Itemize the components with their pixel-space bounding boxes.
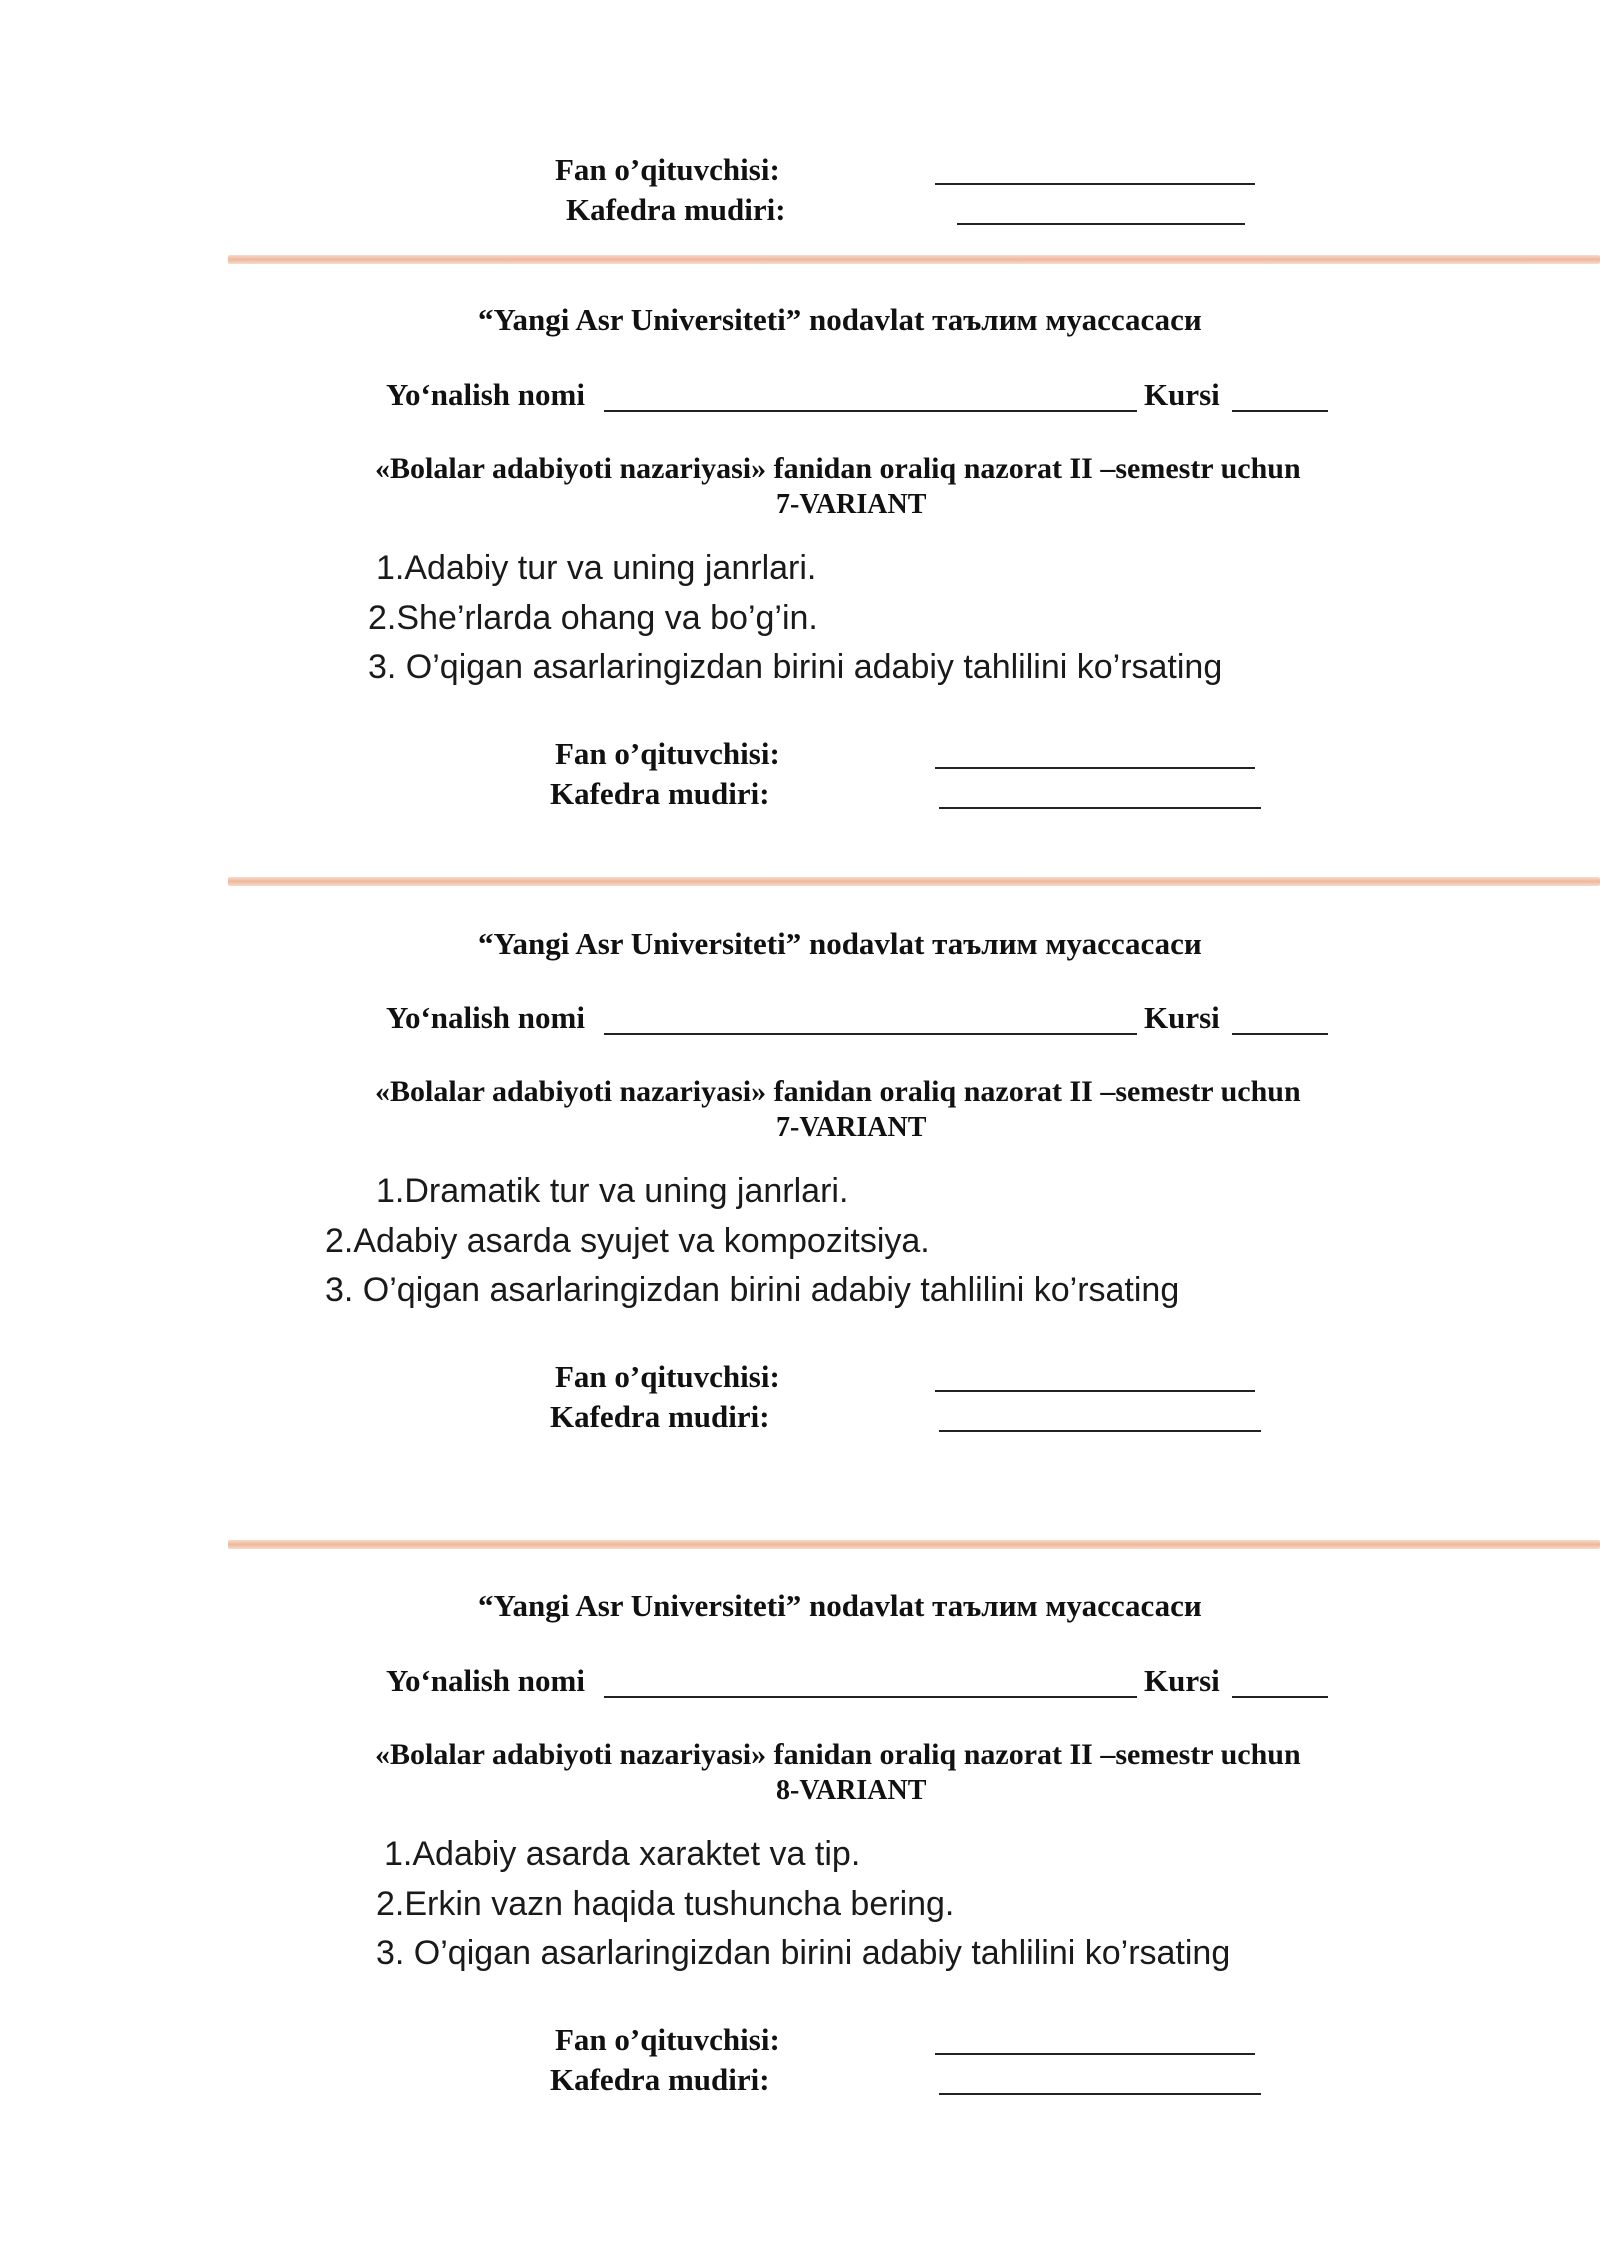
- head-signature-line: [939, 1430, 1261, 1432]
- question-1: 1.Dramatik tur va uning janrlari.: [376, 1172, 849, 1210]
- university-title: “Yangi Asr Universiteti” nodavlat таълим муассасаси: [478, 1588, 1202, 1623]
- section-divider: [228, 255, 1600, 264]
- head-label: Kafedra mudiri:: [566, 192, 786, 227]
- course-label: Kursi: [1144, 1000, 1220, 1035]
- teacher-label: Fan o’qituvchisi:: [555, 152, 780, 187]
- teacher-label: Fan o’qituvchisi:: [555, 1359, 780, 1394]
- variant-number: 7-VARIANT: [776, 1112, 927, 1143]
- direction-label: Yo‘nalish nomi: [386, 1000, 585, 1035]
- question-3: 3. O’qigan asarlaringizdan birini adabiy tahlilini ko’rsating: [376, 1934, 1231, 1972]
- question-3: 3. O’qigan asarlaringizdan birini adabiy tahlilini ko’rsating: [368, 648, 1223, 686]
- direction-input-line[interactable]: [604, 1033, 1137, 1035]
- course-label: Kursi: [1144, 377, 1220, 412]
- variant-number: 7-VARIANT: [776, 489, 927, 520]
- question-1: 1.Adabiy asarda xaraktet va tip.: [384, 1835, 861, 1873]
- head-label: Kafedra mudiri:: [550, 776, 770, 811]
- direction-input-line[interactable]: [604, 410, 1137, 412]
- head-label: Kafedra mudiri:: [550, 2062, 770, 2097]
- head-signature-line: [939, 2093, 1261, 2095]
- teacher-label: Fan o’qituvchisi:: [555, 736, 780, 771]
- direction-input-line[interactable]: [604, 1696, 1137, 1698]
- university-title: “Yangi Asr Universiteti” nodavlat таълим муассасаси: [478, 926, 1202, 961]
- teacher-label: Fan o’qituvchisi:: [555, 2022, 780, 2057]
- course-input-line[interactable]: [1232, 410, 1328, 412]
- section-divider: [228, 877, 1600, 886]
- head-signature-line: [957, 223, 1245, 225]
- direction-label: Yo‘nalish nomi: [386, 377, 585, 412]
- question-1: 1.Adabiy tur va uning janrlari.: [376, 549, 817, 587]
- head-signature-line: [939, 807, 1261, 809]
- subject-title: «Bolalar adabiyoti nazariyasi» fanidan oraliq nazorat II –semestr uchun: [375, 1738, 1301, 1771]
- head-label: Kafedra mudiri:: [550, 1399, 770, 1434]
- subject-title: «Bolalar adabiyoti nazariyasi» fanidan oraliq nazorat II –semestr uchun: [375, 452, 1301, 485]
- question-2: 2.She’rlarda ohang va bo’g’in.: [368, 599, 818, 637]
- teacher-signature-line: [935, 183, 1255, 185]
- direction-label: Yo‘nalish nomi: [386, 1663, 585, 1698]
- section-divider: [228, 1540, 1600, 1549]
- course-input-line[interactable]: [1232, 1033, 1328, 1035]
- question-2: 2.Erkin vazn haqida tushuncha bering.: [376, 1885, 955, 1923]
- teacher-signature-line: [935, 767, 1255, 769]
- variant-number: 8-VARIANT: [776, 1775, 927, 1806]
- subject-title: «Bolalar adabiyoti nazariyasi» fanidan oraliq nazorat II –semestr uchun: [375, 1075, 1301, 1108]
- course-label: Kursi: [1144, 1663, 1220, 1698]
- teacher-signature-line: [935, 2053, 1255, 2055]
- teacher-signature-line: [935, 1390, 1255, 1392]
- question-3: 3. O’qigan asarlaringizdan birini adabiy tahlilini ko’rsating: [325, 1271, 1180, 1309]
- question-2: 2.Adabiy asarda syujet va kompozitsiya.: [325, 1222, 930, 1260]
- course-input-line[interactable]: [1232, 1696, 1328, 1698]
